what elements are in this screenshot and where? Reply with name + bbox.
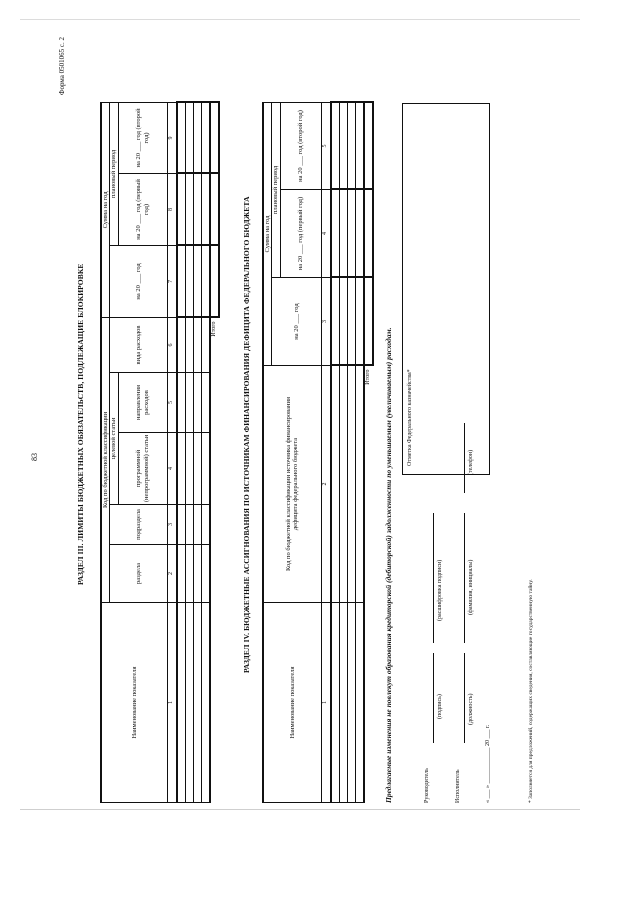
s4-total-cell[interactable] (364, 278, 373, 366)
s3-data-row (185, 102, 193, 802)
s4-data-row (347, 102, 355, 802)
s3-cell[interactable] (193, 505, 201, 545)
s3-total-cell[interactable] (210, 173, 219, 245)
s3-cell[interactable] (201, 603, 210, 803)
section4-title: РАЗДЕЛ IV. БЮДЖЕТНЫЕ АССИГНОВАНИЯ ПО ИСТОЧНИКАМ ФИНАНСИРОВАНИЯ ДЕФИЦИТА ФЕДЕРАЛЬНОГО БЮДЖЕТА (242, 196, 251, 673)
note-line: Предлагаемые изменения не повлекут образования кредиторской (дебиторской) задолженности по уменьшаемым (увеличиваемым) расходам. (384, 327, 393, 803)
s3-header-program: программной (непрограммной) статьи (118, 433, 167, 505)
executor-label: Исполнитель (455, 769, 461, 803)
s4-header-year2: на 20 ___ год (второй год) (280, 102, 321, 189)
s4-cell[interactable] (339, 190, 347, 278)
s4-cell[interactable] (355, 102, 364, 189)
s4-cell[interactable] (339, 102, 347, 189)
s3-cell[interactable] (193, 373, 201, 433)
footnote: * Заполняется для предложений, содержащих сведения, составляющие государственную тайну. (528, 579, 534, 803)
head-signature-line[interactable] (433, 653, 434, 743)
s4-cell[interactable] (355, 278, 364, 366)
s4-colnum-3: 3 (321, 278, 331, 366)
s4-colnum-2: 2 (321, 366, 331, 603)
s4-header-name: Наименование показателя (263, 603, 321, 803)
s3-cell[interactable] (185, 173, 193, 245)
scan-edge-line (20, 809, 580, 810)
s4-total-label: Итого (365, 369, 372, 385)
s3-header-section: раздела (110, 545, 167, 603)
s4-cell[interactable] (347, 102, 355, 189)
s4-cell[interactable] (347, 190, 355, 278)
s3-cell[interactable] (177, 102, 186, 173)
executor-name-line[interactable] (464, 513, 465, 643)
s4-colnum-1: 1 (321, 603, 331, 803)
s4-cell[interactable] (355, 603, 364, 803)
s4-cell[interactable] (339, 278, 347, 366)
s3-cell[interactable] (177, 245, 186, 317)
head-label: Руководитель (424, 768, 430, 803)
s4-cell[interactable] (347, 278, 355, 366)
s3-cell[interactable] (185, 505, 193, 545)
s3-cell[interactable] (193, 603, 201, 803)
s4-cell[interactable] (331, 603, 340, 803)
s3-cell[interactable] (185, 545, 193, 603)
s3-cell[interactable] (201, 245, 210, 317)
s4-cell[interactable] (347, 366, 355, 603)
s3-cell[interactable] (177, 317, 186, 372)
s4-cell[interactable] (331, 278, 340, 366)
s3-header-sum: Сумма на год (101, 102, 110, 317)
s4-colnum-5: 5 (321, 102, 331, 189)
s3-total-cell[interactable] (210, 102, 219, 173)
executor-position-line[interactable] (464, 653, 465, 743)
s4-header-current-year: на 20 ___ год (272, 278, 321, 366)
s3-header-code: Код по бюджетной классификации (101, 317, 110, 602)
s4-cell[interactable] (331, 190, 340, 278)
s3-cell[interactable] (193, 102, 201, 173)
s3-cell[interactable] (201, 373, 210, 433)
s3-header-current-year: на 20 ___ год (110, 245, 167, 317)
s3-cell[interactable] (185, 102, 193, 173)
executor-phone-caption: (телефон) (468, 449, 474, 475)
s3-cell[interactable] (201, 102, 210, 173)
executor-phone-line[interactable] (464, 423, 465, 493)
s3-cell[interactable] (185, 433, 193, 505)
s3-cell[interactable] (201, 317, 210, 372)
s3-cell[interactable] (177, 545, 186, 603)
s4-header-planning: плановый период (272, 102, 280, 277)
s4-total-cell[interactable] (364, 190, 373, 278)
s4-total-cell[interactable] (364, 102, 373, 189)
s3-cell[interactable] (193, 545, 201, 603)
scan-edge-line (20, 19, 580, 20)
s3-colnum-2: 2 (167, 545, 177, 603)
s4-cell[interactable] (331, 366, 340, 603)
s4-cell[interactable] (355, 190, 364, 278)
s4-data-row (331, 102, 340, 802)
s3-cell[interactable] (193, 245, 201, 317)
head-decoding-caption: (расшифровка подписи) (437, 559, 443, 621)
s4-cell[interactable] (339, 366, 347, 603)
s3-colnum-7: 7 (167, 245, 177, 317)
s4-cell[interactable] (331, 102, 340, 189)
s3-cell[interactable] (185, 373, 193, 433)
s3-cell[interactable] (177, 173, 186, 245)
s3-colnum-1: 1 (167, 603, 177, 803)
head-decoding-line[interactable] (433, 513, 434, 643)
executor-position-caption: (должность) (468, 693, 474, 725)
s3-data-row (193, 102, 201, 802)
treasury-mark-label: Отметка Федерального казначейства* (407, 369, 413, 466)
s3-header-name: Наименование показателя (101, 603, 167, 803)
s3-header-year2: на 20 ___ год (второй год) (118, 102, 167, 173)
s4-colnum-4: 4 (321, 190, 331, 278)
s3-cell[interactable] (185, 317, 193, 372)
s3-cell[interactable] (185, 245, 193, 317)
s4-data-row (355, 102, 364, 802)
s3-header-target: целевой статьи (110, 373, 118, 505)
page-number: 83 (30, 453, 39, 461)
s3-colnum-5: 5 (167, 373, 177, 433)
s3-cell[interactable] (193, 317, 201, 372)
s4-header-year1: на 20 ___ год (первый год) (280, 190, 321, 278)
s3-cell[interactable] (185, 603, 193, 803)
s3-cell[interactable] (201, 545, 210, 603)
section3-title: РАЗДЕЛ III. ЛИМИТЫ БЮДЖЕТНЫХ ОБЯЗАТЕЛЬСТВ, ПОДЛЕЖАЩИЕ БЛОКИРОВКЕ (76, 263, 85, 585)
s3-colnum-9: 9 (167, 102, 177, 173)
s4-header-code: Код по бюджетной классификации источника финансирования дефицита федерального бюджета (263, 366, 321, 603)
s3-cell[interactable] (201, 433, 210, 505)
s4-cell[interactable] (339, 603, 347, 803)
form-reference: Форма 0501065 с. 2 (58, 36, 66, 95)
section3-table (100, 101, 220, 803)
s3-colnum-4: 4 (167, 433, 177, 505)
s4-data-row (339, 102, 347, 802)
treasury-mark-box[interactable] (402, 103, 490, 475)
s3-cell[interactable] (201, 505, 210, 545)
s3-header-expense-type: вида расходов (110, 317, 167, 372)
s3-header-planning: плановый период (110, 102, 118, 245)
s4-header-sum: Сумма на год (263, 102, 272, 365)
date-line[interactable]: « ___ » ____________ 20 ___ г. (485, 724, 491, 803)
s3-cell[interactable] (193, 173, 201, 245)
section4-table (262, 101, 374, 803)
s3-header-subsection: подраздела (110, 505, 167, 545)
s3-data-row (201, 102, 210, 802)
s3-header-direction: направления расходов (118, 373, 167, 433)
s3-total-label: Итого (211, 321, 218, 337)
head-signature-caption: (подпись) (437, 694, 443, 719)
s3-cell[interactable] (177, 603, 186, 803)
s4-cell[interactable] (355, 366, 364, 603)
s3-colnum-8: 8 (167, 173, 177, 245)
s3-header-year1: на 20 ___ год (первый год) (118, 173, 167, 245)
s3-colnum-6: 6 (167, 317, 177, 372)
s3-cell[interactable] (193, 433, 201, 505)
s3-cell[interactable] (177, 373, 186, 433)
s4-cell[interactable] (347, 603, 355, 803)
s3-cell[interactable] (177, 433, 186, 505)
executor-name-caption: (фамилия, инициалы) (468, 559, 474, 615)
s3-total-cell[interactable] (210, 245, 219, 317)
s3-data-row (177, 102, 186, 802)
s3-colnum-3: 3 (167, 505, 177, 545)
s3-cell[interactable] (177, 505, 186, 545)
s3-cell[interactable] (201, 173, 210, 245)
